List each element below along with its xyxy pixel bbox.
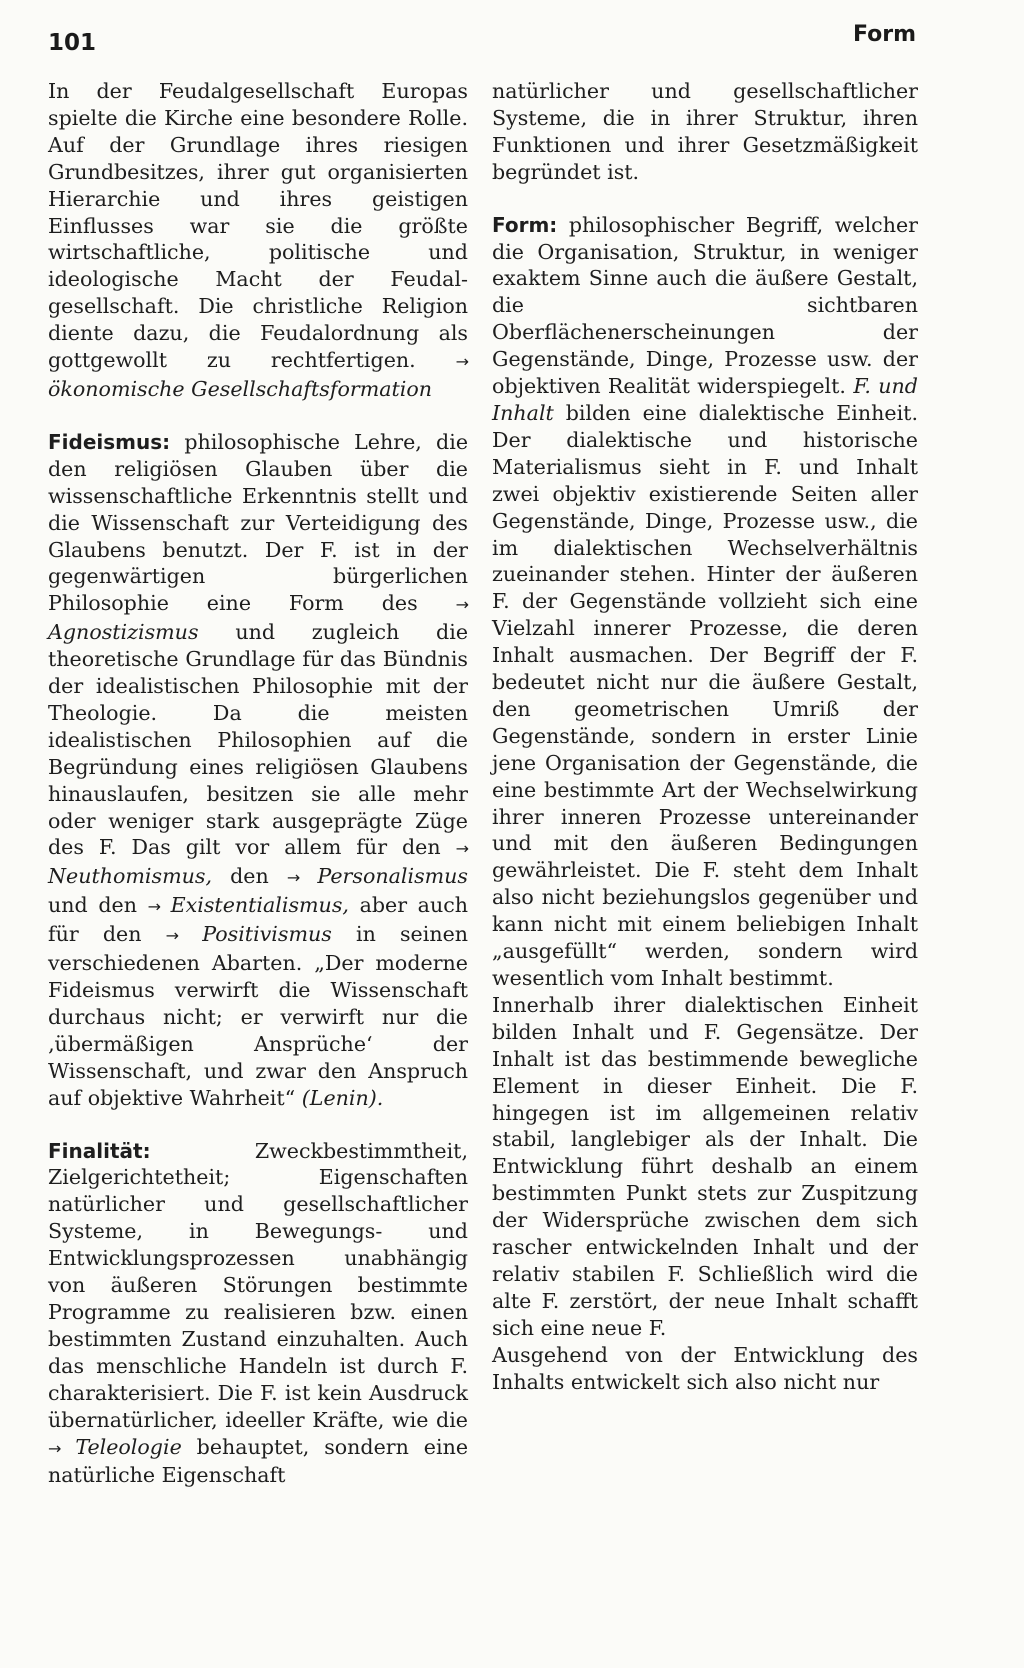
arrow-icon: → (286, 868, 300, 888)
citation: (Lenin). (301, 1085, 384, 1110)
arrow-icon: → (165, 926, 179, 946)
cross-reference: Teleologie (75, 1434, 182, 1459)
arrow-icon: → (455, 839, 468, 859)
cross-reference: Neuthomismus, (48, 864, 212, 889)
arrow-icon: → (455, 595, 468, 615)
entry-text: und den (48, 893, 137, 918)
entry-text: philosophische Lehre, die den religiösen Glauben über die wissenschaftliche Erkenntnis stellt und die Wissenschaft zur Verteidigung des Glaubens benutzt. Der F. ist in der gegenwärtigen bürgerlichen Philosophie eine Form des (48, 429, 469, 616)
entry-text: Zweckbestimmtheit, Zielgerichtetheit; Eigenschaften natürlicher und gesellschaftlicher Systeme, in Bewegungs- und Entwicklungsprozessen unabhängig von äußeren Störungen bestimmte Programme zu realisieren bzw. einen bestimmten Zustand einzuhalten. Auch das menschliche Handeln ist durch F. charakterisiert. Die F. ist kein Ausdruck übernatürlicher, ideeller Kräfte, wie die (48, 1138, 468, 1432)
entry-text: den (230, 864, 269, 889)
entry-text: aber auch für den (48, 893, 469, 947)
entry-term: Form: (492, 212, 558, 237)
entry-term: Finalität: (48, 1138, 151, 1163)
page-number: 101 (48, 30, 97, 56)
entry-term: Fideismus: (48, 429, 171, 454)
cross-reference: Personalismus (317, 864, 468, 889)
feudalism-paragraph (48, 78, 468, 403)
entry-text: philosophischer Begriff, welcher die Organisation, Struktur, in weniger exaktem Sinne auch die äußere Gestalt, die sichtbaren Oberflächenerscheinungen der Gegenstände, Dinge, Prozesse usw. der objektiven Realität widerspiegelt. (492, 212, 918, 399)
entry-fideismus (48, 429, 468, 1112)
inline-italic: F. und Inhalt (492, 374, 918, 425)
right-column (492, 78, 918, 1396)
arrow-icon: → (147, 897, 160, 917)
entry-text: in seinen verschiedenen Abarten. „Der moderne Fideismus verwirft die Wissenschaft durchaus nicht; er verwirft nur die ‚übermäßigen Ansprüche‘ der Wissenschaft, und zwar den Anspruch auf objektive Wahrheit“ (48, 922, 469, 1110)
arrow-icon: → (455, 352, 469, 372)
cross-reference: Positivismus (202, 922, 332, 947)
cross-reference: Agnostizismus (48, 620, 199, 645)
left-column (48, 78, 468, 1489)
feudalism-text: In der Feudalgesellschaft Europas spielte die Kirche eine besondere Rolle. Auf der Grundlage ihres riesigen Grundbesitzes, ihrer gut organisierten Hierarchie und ihres geistigen Einflusses war sie die größte wirtschaftliche, politische und ideologische Macht der Feudal-gesellschaft. Die christliche Religion diente dazu, die Feudalordnung als gottgewollt zu rechtfertigen. (48, 79, 468, 373)
form-paragraph-2: Innerhalb ihrer dialektischen Einheit bilden Inhalt und F. Gegensätze. Der Inhalt ist das bestimmende bewegliche Element in dieser Einheit. Die F. hingegen ist im allgemeinen relativ stabil, langlebiger als der Inhalt. Die Entwicklung führt deshalb an einem bestimmten Punkt stets zur Zuspitzung der Widersprüche zwischen dem sich rascher entwickelnden Inhalt und der relativ stabilen F. Schließlich wird die alte F. zerstört, der neue Inhalt schafft sich eine neue F. (492, 992, 918, 1340)
entry-text: und zugleich die theoretische Grundlage für das Bündnis der idealistischen Philosophie mit der Theologie. Da die meisten idealistischen Philosophien auf die Begründung eines religiösen Glaubens hinauslaufen, besitzen sie alle mehr oder weniger stark ausgeprägte Züge des F. Das gilt vor allem für den (48, 620, 469, 860)
cross-reference: ökonomische Gesellschaftsformation (48, 376, 433, 401)
cross-reference: Existentialismus, (170, 893, 349, 918)
running-head: Form (852, 22, 916, 47)
entry-text: behauptet, sondern eine natürliche Eigenschaft (48, 1434, 469, 1488)
entry-finalitaet (48, 1138, 468, 1490)
arrow-icon: → (48, 1438, 61, 1458)
entry-text: bilden eine dialektische Einheit. Der dialektische und historische Materialismus sieht in F. und Inhalt zwei objektiv existierende Seiten aller Gegenstände, Dinge, Prozesse usw., die im dialektischen Wechselverhältnis zueinander stehen. Hinter der äußeren F. der Gegenstände vollzieht sich eine Vielzahl innerer Prozesse, die deren Inhalt ausmachen. Der Begriff der F. bedeutet nicht nur die äußere Gestalt, den geometrischen Umriß der Gegenstände, sondern in erster Linie jene Organisation der Gegenstände, die eine bestimmte Art der Wechselwirkung ihrer inneren Prozesse untereinander und mit den äußeren Bedingungen gewährleistet. Die F. steht dem Inhalt also nicht beziehungslos gegenüber und kann nicht mit einem beliebigen Inhalt „ausgefüllt“ werden, sondern wird wesentlich vom Inhalt bestimmt. (492, 400, 919, 990)
finalitaet-continuation: natürlicher und gesellschaftlicher Systeme, die in ihrer Struktur, ihren Funktionen und ihrer Gesetzmäßigkeit begründet ist. (492, 79, 918, 184)
entry-form (492, 212, 918, 992)
form-paragraph-3: Ausgehend von der Entwicklung des Inhalts entwickelt sich also nicht nur (492, 1342, 918, 1394)
